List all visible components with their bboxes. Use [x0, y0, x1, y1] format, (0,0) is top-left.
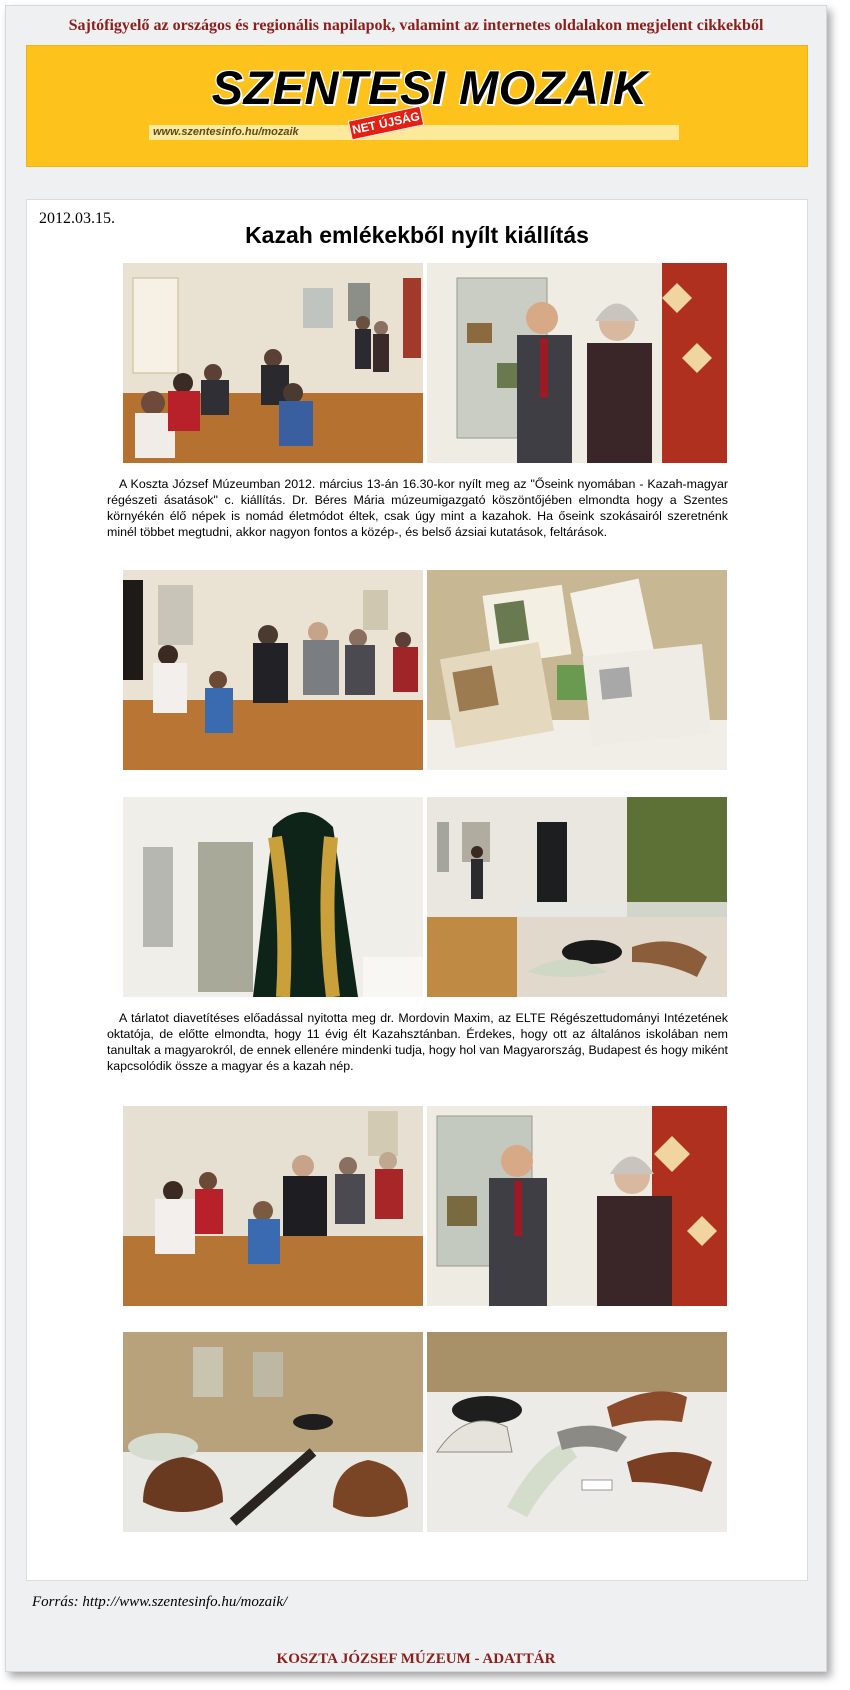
press-review-caption: Sajtófigyelő az országos és regionális napilapok, valamint az internetes oldalakon megjelent cikkekből: [68, 17, 764, 34]
paragraph-1-text: A Koszta József Múzeumban 2012. március 13-án 16.30-kor nyílt meg az "Őseink nyomában - Kazah-magyar régészeti ásatások" c. kiállítás. Dr. Béres Mária múzeumigazgató köszöntőjében elmondta hogy a Szentes környékén élő népek is nomád életmódot éltek, csak úgy mint a kazahok. Ha őseink szokásairól szeretnénk minél többet megtudni, akkor nagyon fontos a közép-, és belső ázsiai kutatások, feltárások.: [107, 477, 728, 539]
photo-speakers-2[interactable]: [427, 1106, 727, 1306]
logo-url[interactable]: www.szentesinfo.hu/mozaik: [153, 126, 299, 138]
masthead-banner: [26, 45, 808, 167]
article-content: [26, 199, 808, 1581]
photo-books-display[interactable]: [427, 570, 727, 770]
article-paragraph-1: [107, 476, 728, 540]
photo-showcase-shoes[interactable]: [427, 797, 727, 997]
net-ujsag-badge: NET ÚJSÁG: [348, 106, 425, 141]
photo-vessels-display[interactable]: [123, 1332, 423, 1532]
archive-footer: KOSZTA JÓZSEF MÚZEUM - ADATTÁR: [276, 1651, 556, 1667]
article-paragraph-2: [107, 1010, 728, 1074]
photo-speakers-1[interactable]: [427, 263, 727, 463]
article-title: Kazah emlékekből nyílt kiállítás: [245, 222, 589, 248]
page-sheet: [5, 5, 827, 1672]
photo-hats-shoes[interactable]: [427, 1332, 727, 1532]
photo-audience-2[interactable]: [123, 570, 423, 770]
logo-title: SZENTESI MOZAIK: [211, 61, 648, 114]
photo-embroidered-robe[interactable]: [123, 797, 423, 997]
source-line[interactable]: Forrás: http://www.szentesinfo.hu/mozaik/: [32, 1594, 288, 1610]
photo-audience-3[interactable]: [123, 1106, 423, 1306]
article-date: 2012.03.15.: [39, 210, 115, 227]
paragraph-2-text: A tárlatot diavetítéses előadással nyitotta meg dr. Mordovin Maxim, az ELTE Régészettudományi Intézetének oktatója, de előtte elmondta, hogy 11 évig élt Kazahsztánban. Érdekes, hogy ott az általános iskolában nem tanultak a magyarokról, de ennek ellenére mindenki tudja, hogy hol van Magyarország, Budapest és hogy miként kapcsolódik össze a magyar és a kazah nép.: [107, 1011, 728, 1073]
photo-audience-1[interactable]: [123, 263, 423, 463]
